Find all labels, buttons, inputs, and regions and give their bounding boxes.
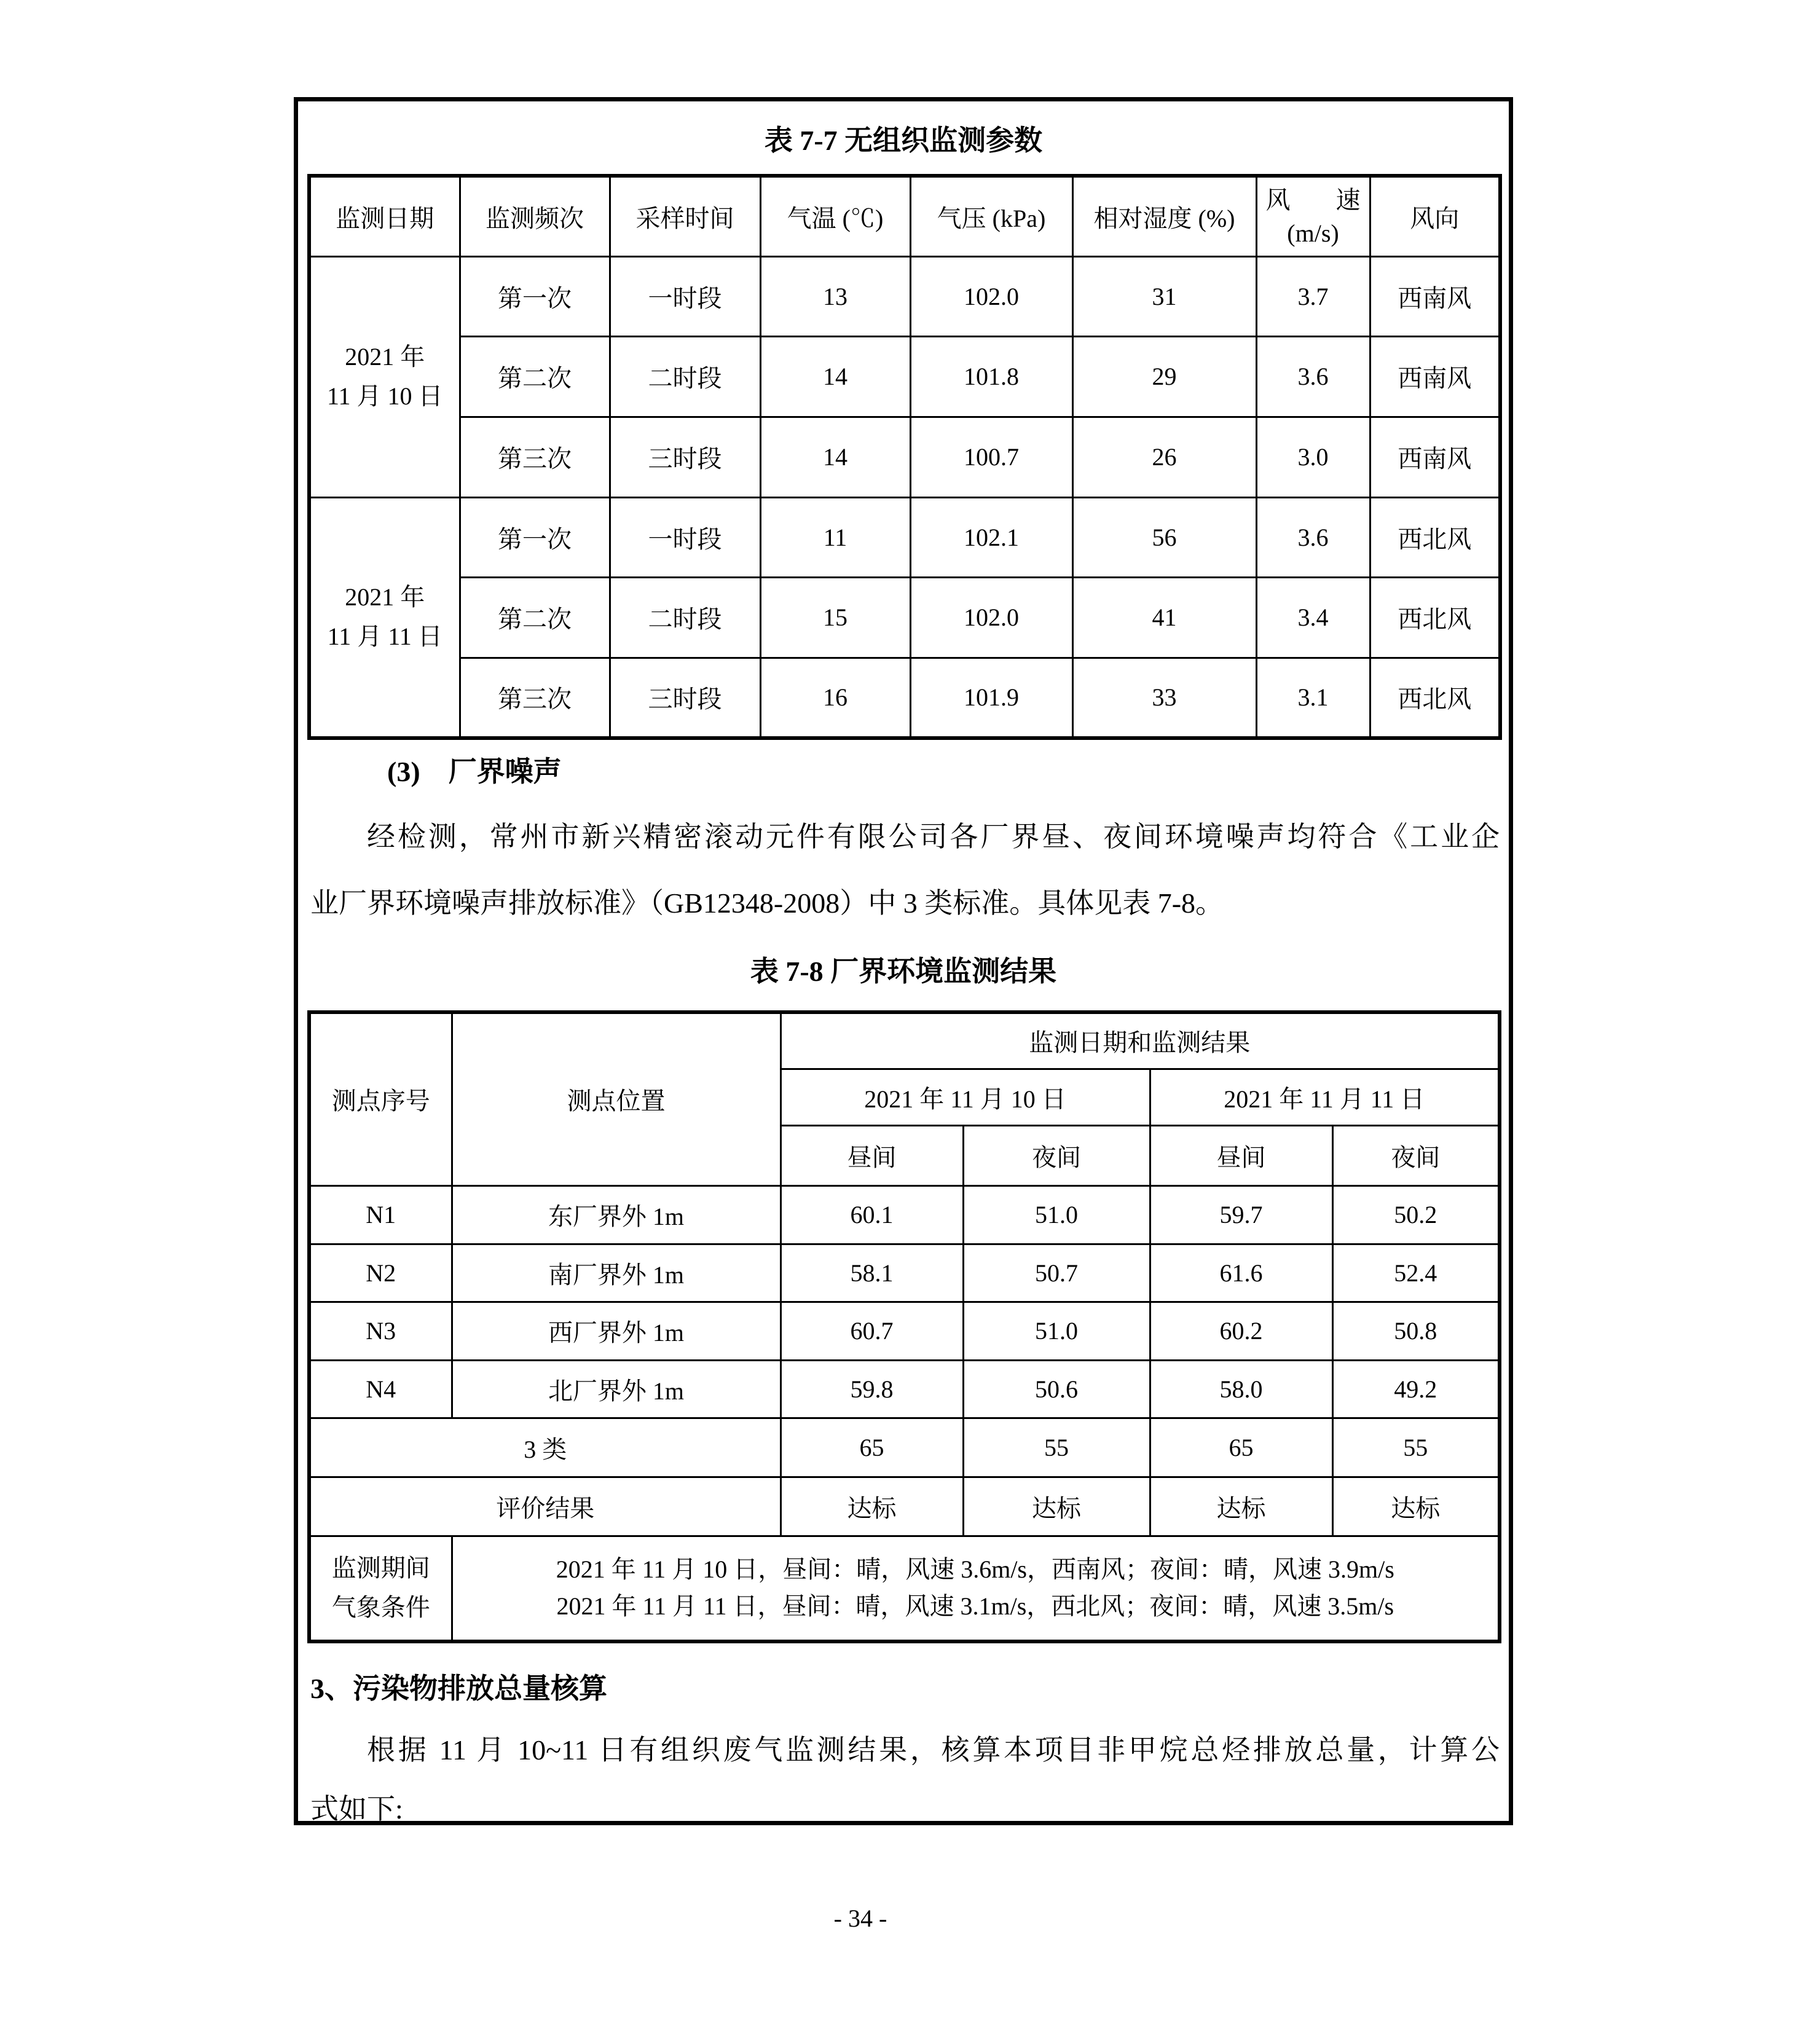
table-row — [309, 256, 1500, 336]
table-cell: 56 — [1072, 497, 1256, 577]
header-cell-pressure: 气压 (kPa) — [910, 176, 1072, 256]
weather-line-nov-11: 2021 年 11 月 11 日，昼间：晴，风速 3.1m/s，西北风；夜间：晴，风速 3.5m/s — [556, 1592, 1394, 1621]
section-heading-total-emission: 3、污染物排放总量核算 — [310, 1673, 607, 1704]
table-cell: 101.8 — [910, 336, 1072, 417]
weather-detail-cell — [452, 1536, 1500, 1641]
table-cell: 三时段 — [610, 658, 760, 738]
point-location-cell: 南厂界外 1m — [452, 1244, 781, 1302]
table-cell: 31 — [1072, 256, 1256, 336]
table-cell: 西北风 — [1370, 497, 1500, 577]
table-cell: 58.0 — [1150, 1360, 1332, 1418]
table-cell: 达标 — [1150, 1477, 1332, 1536]
table-cell: 26 — [1072, 417, 1256, 497]
table-cell: 第一次 — [460, 256, 610, 336]
table-cell: 50.8 — [1332, 1302, 1500, 1360]
table-cell: 达标 — [1332, 1477, 1500, 1536]
header-cell-wind-direction: 风向 — [1370, 176, 1500, 256]
weather-line-nov-10: 2021 年 11 月 10 日，昼间：晴，风速 3.6m/s，西南风；夜间：晴，风速 3.9m/s — [556, 1555, 1394, 1584]
table-cell: 60.1 — [781, 1185, 963, 1244]
weather-label-cell — [309, 1536, 452, 1641]
table-row — [309, 577, 1500, 658]
table-cell: 52.4 — [1332, 1244, 1500, 1302]
table-cell: 一时段 — [610, 256, 760, 336]
table-cell: 3.4 — [1256, 577, 1370, 658]
header-cell-point-no: 测点序号 — [309, 1012, 452, 1185]
date-line2: 11 月 11 日 — [327, 623, 442, 651]
evaluation-label-cell: 评价结果 — [309, 1477, 781, 1536]
table-cell: 3.6 — [1256, 336, 1370, 417]
table-cell: 西南风 — [1370, 336, 1500, 417]
table-cell: 59.7 — [1150, 1185, 1332, 1244]
table-cell: 50.7 — [963, 1244, 1150, 1302]
table-cell: 15 — [760, 577, 910, 658]
table-cell: 西北风 — [1370, 658, 1500, 738]
table-cell: 55 — [963, 1418, 1150, 1477]
table-cell: 65 — [1150, 1418, 1332, 1477]
section-heading-noise: (3) 厂界噪声 — [387, 756, 562, 787]
table-cell: 达标 — [781, 1477, 963, 1536]
point-no-cell: N4 — [309, 1360, 452, 1418]
paragraph-line: 根据 11 月 10~11 日有组织废气监测结果，核算本项目非甲烷总烃排放总量，计算公 — [367, 1734, 1500, 1766]
header-cell-result-group: 监测日期和监测结果 — [781, 1012, 1500, 1069]
table-7-7 — [307, 174, 1502, 740]
table-cell: 第一次 — [460, 497, 610, 577]
table-cell: 一时段 — [610, 497, 760, 577]
table-7-8-title: 表 7-8 厂界环境监测结果 — [750, 956, 1057, 987]
header-cell-humidity: 相对湿度 (%) — [1072, 176, 1256, 256]
header-cell-temperature: 气温 (℃) — [760, 176, 910, 256]
table-cell: 102.0 — [910, 577, 1072, 658]
table-row — [309, 336, 1500, 417]
table-cell: 14 — [760, 336, 910, 417]
table-cell: 51.0 — [963, 1302, 1150, 1360]
table-cell: 第二次 — [460, 336, 610, 417]
page-number: - 34 - — [833, 1904, 887, 1932]
table-cell: 102.0 — [910, 256, 1072, 336]
table-cell: 50.2 — [1332, 1185, 1500, 1244]
table-7-7-title: 表 7-7 无组织监测参数 — [764, 125, 1043, 156]
table-7-7-header-row — [309, 176, 1500, 256]
table-cell: 西南风 — [1370, 417, 1500, 497]
table-cell: 西南风 — [1370, 256, 1500, 336]
table-cell: 第三次 — [460, 417, 610, 497]
table-cell: 50.6 — [963, 1360, 1150, 1418]
header-cell-frequency: 监测频次 — [460, 176, 610, 256]
table-cell: 第二次 — [460, 577, 610, 658]
table-cell: 第三次 — [460, 658, 610, 738]
table-cell: 33 — [1072, 658, 1256, 738]
table-cell: 29 — [1072, 336, 1256, 417]
header-cell-date: 监测日期 — [309, 176, 460, 256]
point-no-cell: N1 — [309, 1185, 452, 1244]
table-cell: 49.2 — [1332, 1360, 1500, 1418]
table-cell: 60.2 — [1150, 1302, 1332, 1360]
total-emission-paragraph — [310, 1721, 1500, 1825]
point-location-cell: 北厂界外 1m — [452, 1360, 781, 1418]
table-row — [309, 497, 1500, 577]
table-7-8-header-row1 — [309, 1012, 1500, 1069]
header-cell-daytime: 昼间 — [1150, 1125, 1332, 1185]
table-cell: 3.0 — [1256, 417, 1370, 497]
header-cell-date-nov-11: 2021 年 11 月 11 日 — [1150, 1069, 1500, 1125]
table-cell: 3.6 — [1256, 497, 1370, 577]
table-cell: 西北风 — [1370, 577, 1500, 658]
table-cell: 14 — [760, 417, 910, 497]
header-cell-point-location: 测点位置 — [452, 1012, 781, 1185]
table-cell: 41 — [1072, 577, 1256, 658]
date-group-cell-nov-10 — [309, 256, 460, 497]
table-row — [309, 1244, 1500, 1302]
wind-speed-label-line2: (m/s) — [1287, 219, 1339, 248]
table-row — [309, 1360, 1500, 1418]
table-cell: 51.0 — [963, 1185, 1150, 1244]
date-line1: 2021 年 — [345, 583, 425, 611]
page-border-frame — [294, 97, 1513, 1825]
weather-label-line2: 气象条件 — [331, 1594, 430, 1622]
header-cell-nighttime: 夜间 — [1332, 1125, 1500, 1185]
table-cell: 61.6 — [1150, 1244, 1332, 1302]
table-cell: 3.7 — [1256, 256, 1370, 336]
point-location-cell: 西厂界外 1m — [452, 1302, 781, 1360]
point-location-cell: 东厂界外 1m — [452, 1185, 781, 1244]
table-cell: 16 — [760, 658, 910, 738]
table-row — [309, 1185, 1500, 1244]
table-cell: 二时段 — [610, 577, 760, 658]
header-cell-sample-time: 采样时间 — [610, 176, 760, 256]
table-cell: 55 — [1332, 1418, 1500, 1477]
point-no-cell: N2 — [309, 1244, 452, 1302]
table-row — [309, 1302, 1500, 1360]
header-cell-nighttime: 夜间 — [963, 1125, 1150, 1185]
table-row — [309, 658, 1500, 738]
header-cell-wind-speed — [1256, 176, 1370, 256]
table-cell: 100.7 — [910, 417, 1072, 497]
weather-label-line1: 监测期间 — [331, 1554, 430, 1582]
paragraph-line: 业厂界环境噪声排放标准》（GB12348-2008）中 3 类标准。具体见表 7-8。 — [310, 887, 1224, 919]
table-cell: 3.1 — [1256, 658, 1370, 738]
paragraph-line: 式如下: — [310, 1793, 403, 1825]
evaluation-row — [309, 1477, 1500, 1536]
table-cell: 11 — [760, 497, 910, 577]
header-cell-daytime: 昼间 — [781, 1125, 963, 1185]
table-cell: 59.8 — [781, 1360, 963, 1418]
point-no-cell: N3 — [309, 1302, 452, 1360]
date-line1: 2021 年 — [345, 343, 425, 371]
wind-speed-label-line1: 风 速 — [1265, 186, 1361, 214]
table-cell: 达标 — [963, 1477, 1150, 1536]
standard-label-cell: 3 类 — [309, 1418, 781, 1477]
standard-limit-row — [309, 1418, 1500, 1477]
date-line2: 11 月 10 日 — [326, 382, 443, 410]
table-cell: 102.1 — [910, 497, 1072, 577]
table-cell: 58.1 — [781, 1244, 963, 1302]
table-cell: 65 — [781, 1418, 963, 1477]
header-cell-date-nov-10: 2021 年 11 月 10 日 — [781, 1069, 1150, 1125]
noise-paragraph — [310, 804, 1500, 937]
weather-row — [309, 1536, 1500, 1641]
date-group-cell-nov-11 — [309, 497, 460, 738]
table-7-8 — [307, 1010, 1501, 1643]
table-cell: 13 — [760, 256, 910, 336]
table-cell: 101.9 — [910, 658, 1072, 738]
table-cell: 二时段 — [610, 336, 760, 417]
table-row — [309, 417, 1500, 497]
paragraph-line: 经检测，常州市新兴精密滚动元件有限公司各厂界昼、夜间环境噪声均符合《工业企 — [367, 821, 1500, 852]
table-cell: 60.7 — [781, 1302, 963, 1360]
table-cell: 三时段 — [610, 417, 760, 497]
